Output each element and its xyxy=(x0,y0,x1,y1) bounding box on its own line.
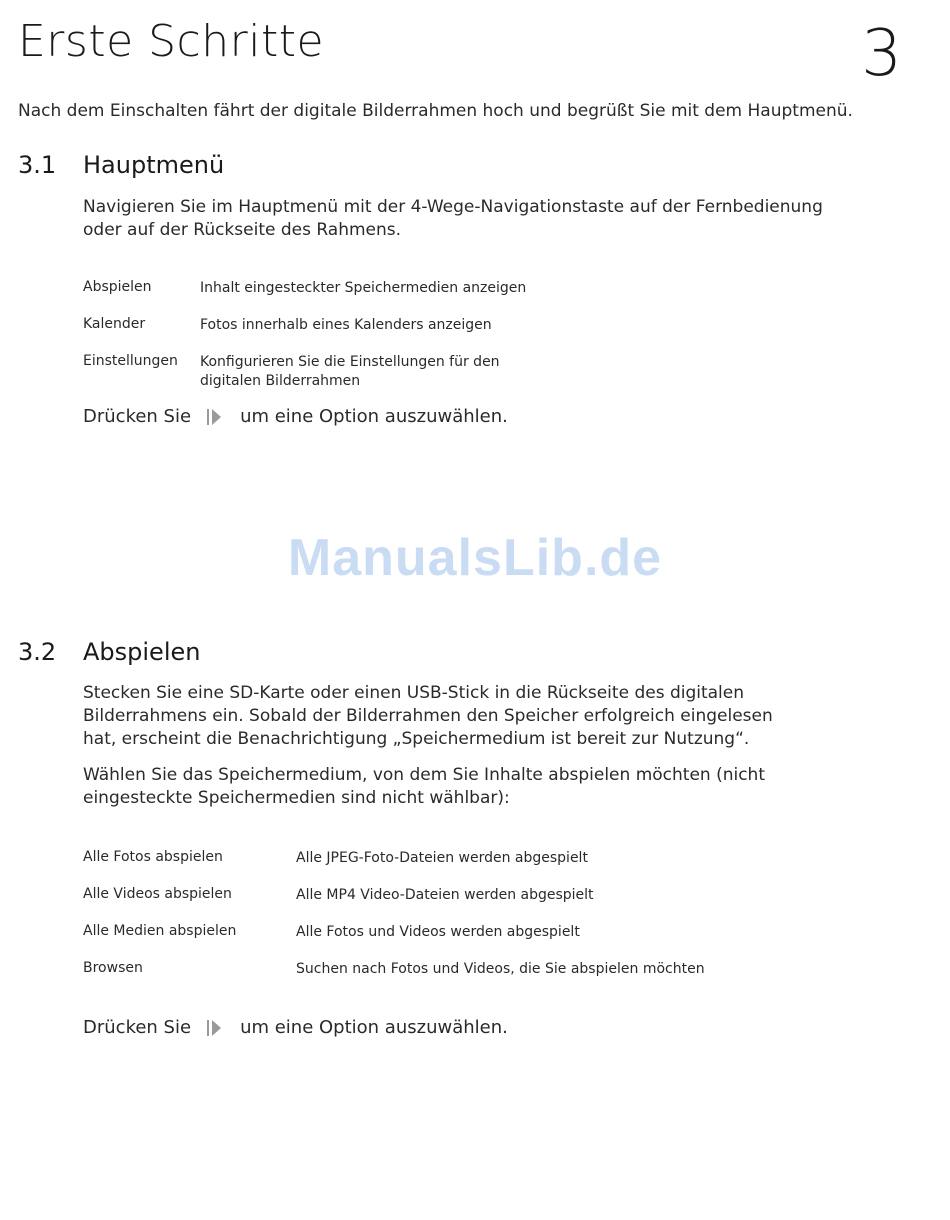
option-description: Fotos innerhalb eines Kalenders anzeigen xyxy=(200,317,492,333)
play-pause-icon xyxy=(206,1019,222,1037)
option-description: Alle JPEG-Foto-Dateien werden abgespielt xyxy=(296,850,588,866)
table-row xyxy=(83,886,705,923)
chapter-title: Erste Schritte xyxy=(18,16,325,67)
option-label: Alle Fotos abspielen xyxy=(83,849,223,865)
option-description: Konfigurieren Sie die Einstellungen für den digitalen Bilderrahmen xyxy=(200,354,500,389)
section-paragraph: Navigieren Sie im Hauptmenü mit der 4-Wege-Navigationstaste auf der Fernbedienung oder auf der Rückseite des Rahmens. xyxy=(83,197,823,240)
play-pause-icon xyxy=(206,408,222,426)
section-title: Hauptmenü xyxy=(83,151,225,179)
section-title: Abspielen xyxy=(83,638,201,666)
chapter-intro: Nach dem Einschalten fährt der digitale Bilderrahmen hoch und begrüßt Sie mit dem Hauptmenü. xyxy=(18,101,853,121)
section-number: 3.1 xyxy=(18,151,57,179)
option-description: Alle MP4 Video-Dateien werden abgespielt xyxy=(296,887,594,903)
table-row xyxy=(83,353,526,391)
watermark: ManualsLib.de xyxy=(287,529,663,587)
press-instruction xyxy=(83,406,508,427)
section-paragraph: Wählen Sie das Speichermedium, von dem Sie Inhalte abspielen möchten (nicht eingesteckte Speichermedien sind nicht wählbar): xyxy=(83,765,765,808)
menu-options-table xyxy=(83,279,526,391)
press-text-before: Drücken Sie xyxy=(83,406,192,427)
option-label: Abspielen xyxy=(83,279,152,295)
option-label: Einstellungen xyxy=(83,353,178,369)
table-row xyxy=(83,316,526,353)
section-heading-abspielen xyxy=(18,638,200,666)
table-row xyxy=(83,923,705,960)
table-row xyxy=(83,279,526,316)
section-heading-hauptmenu xyxy=(18,151,224,179)
press-text-before: Drücken Sie xyxy=(83,1017,192,1038)
option-label: Browsen xyxy=(83,960,143,976)
option-description: Inhalt eingesteckter Speichermedien anzeigen xyxy=(200,280,527,296)
table-row xyxy=(83,960,705,997)
option-description: Suchen nach Fotos und Videos, die Sie abspielen möchten xyxy=(296,961,705,977)
press-text-after: um eine Option auszuwählen. xyxy=(240,406,508,427)
section-number: 3.2 xyxy=(18,638,57,666)
option-label: Alle Medien abspielen xyxy=(83,923,237,939)
option-description: Alle Fotos und Videos werden abgespielt xyxy=(296,924,580,940)
section-paragraph: Stecken Sie eine SD-Karte oder einen USB-Stick in die Rückseite des digitalen Bilderrahmens ein. Sobald der Bilderrahmen den Speicher erfolgreich eingelesen hat, erscheint die Benachrichtigung „Speichermedium ist bereit zur Nutzung“. xyxy=(83,683,773,749)
press-instruction xyxy=(83,1017,508,1038)
chapter-number: 3 xyxy=(861,17,902,91)
table-row xyxy=(83,849,705,886)
option-label: Alle Videos abspielen xyxy=(83,886,232,902)
playback-options-table xyxy=(83,849,705,997)
press-text-after: um eine Option auszuwählen. xyxy=(240,1017,508,1038)
option-label: Kalender xyxy=(83,316,146,332)
